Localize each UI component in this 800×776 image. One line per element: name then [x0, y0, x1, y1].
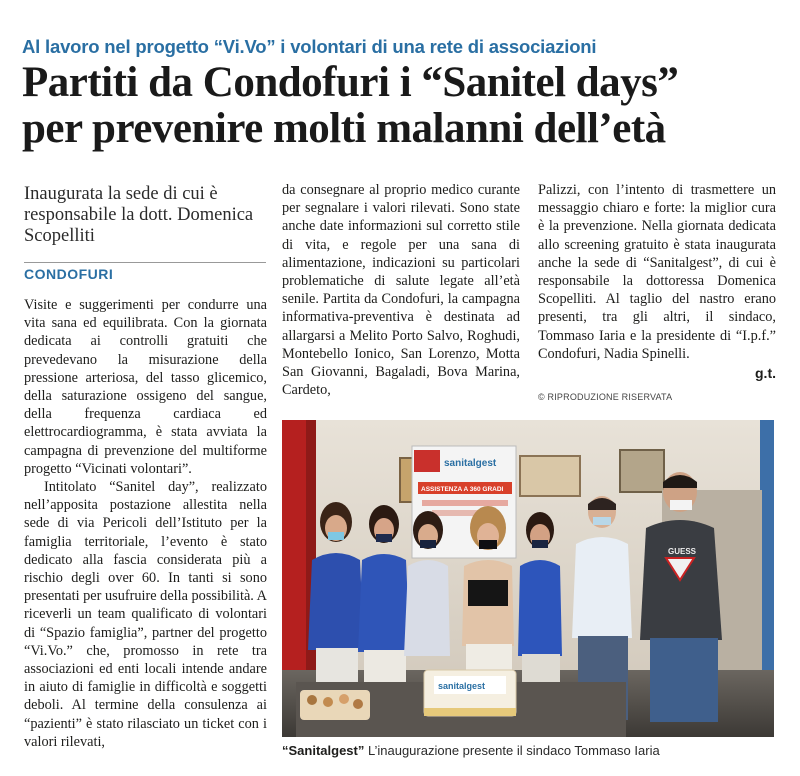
photo-caption	[282, 743, 782, 758]
copyright-notice: © RIPRODUZIONE RISERVATA	[538, 392, 673, 402]
article-column-3	[538, 181, 776, 382]
shirt-print: GUESS	[668, 547, 697, 556]
kicker: Al lavoro nel progetto “Vi.Vo” i volontari di una rete di associazioni	[22, 36, 597, 57]
paragraph: Palizzi, con l’intento di trasmettere un messaggio chiaro e forte: la miglior cura è la prevenzione. Nella giornata dedicata allo screening gratuito è stata inaugurata anche la sede di “Sanitalgest”, di cui è responsabile la dottoressa Domenica Scopelliti. Al taglio del nastro erano presenti, tra gli altri, il sindaco, Tommaso Iaria e la presidente di “I.p.f.” Condofuri, Nadia Spinelli.	[538, 182, 776, 362]
news-photo	[282, 420, 774, 737]
cake-print: sanitalgest	[438, 681, 486, 691]
subheadline: Inaugurata la sede di cui è responsabile la dott. Domenica Scopelliti	[24, 184, 254, 246]
headline-line-1: Partiti da Condofuri i “Sanitel days”	[22, 59, 679, 106]
paragraph: Visite e suggerimenti per condurre una vita sana ed equilibrata. Con la giornata dedicata ai controlli gratuiti che prevedevano la misurazione della pressione arteriosa, del tasso glicemico, della saturazione ossigeno del sangue, della frequenza cardiaca ed elettrocardiogramma, è stata avviata la campagna di prevenzione del multiforme progetto “Vicinati volontari”.	[24, 297, 267, 477]
banner-tagline: ASSISTENZA A 360 GRADI	[421, 486, 504, 493]
caption-text: L’inaugurazione presente il sindaco Tommaso Iaria	[364, 743, 660, 758]
headline-line-2: per prevenire molti malanni dell’età	[22, 105, 666, 152]
banner-brand: sanitalgest	[444, 458, 497, 469]
article-column-1	[24, 296, 267, 751]
headline	[22, 60, 792, 152]
article-column-2	[282, 181, 520, 399]
paragraph: da consegnare al proprio medico curante per segnalare i valori rilevati. Sono state anche date informazioni sul corretto stile di vita, e regole per una sana di alimentazione, indicazioni su particolari problematiche di salute legate all’età senile. Partita da Condofuri, la campagna informativa-preventiva è destinata ad allargarsi a Melito Porto Salvo, Roghudi, Montebello Ionico, San Lorenzo, Motta San Giovanni, Bagaladi, Bova Marina, Cardeto,	[282, 182, 520, 399]
caption-lead: “Sanitalgest”	[282, 743, 365, 758]
paragraph: Intitolato “Sanitel day”, realizzato nell’apposita postazione allestita nella sede di via Pericoli dell’Istituto per la famiglia territoriale, l’evento è stato dedicato alla fascia considerata più a rischio degli over 60. In tanti si sono presentati per usufruire della possibilità. A riceverli un team qualificato di volontari di “Spazio famiglia”, partner del progetto “Vi.Vo.” che, promosso in rete tra associazioni ed enti locali intende andare in aiuto di famiglie in difficoltà e soggetti deboli. Al termine della consulenza ai “pazienti” è stato rilasciato un ticket con i valori rilevati,	[24, 479, 267, 750]
section-label: CONDOFURI	[24, 262, 266, 282]
author-signature: g.t.	[755, 365, 776, 382]
